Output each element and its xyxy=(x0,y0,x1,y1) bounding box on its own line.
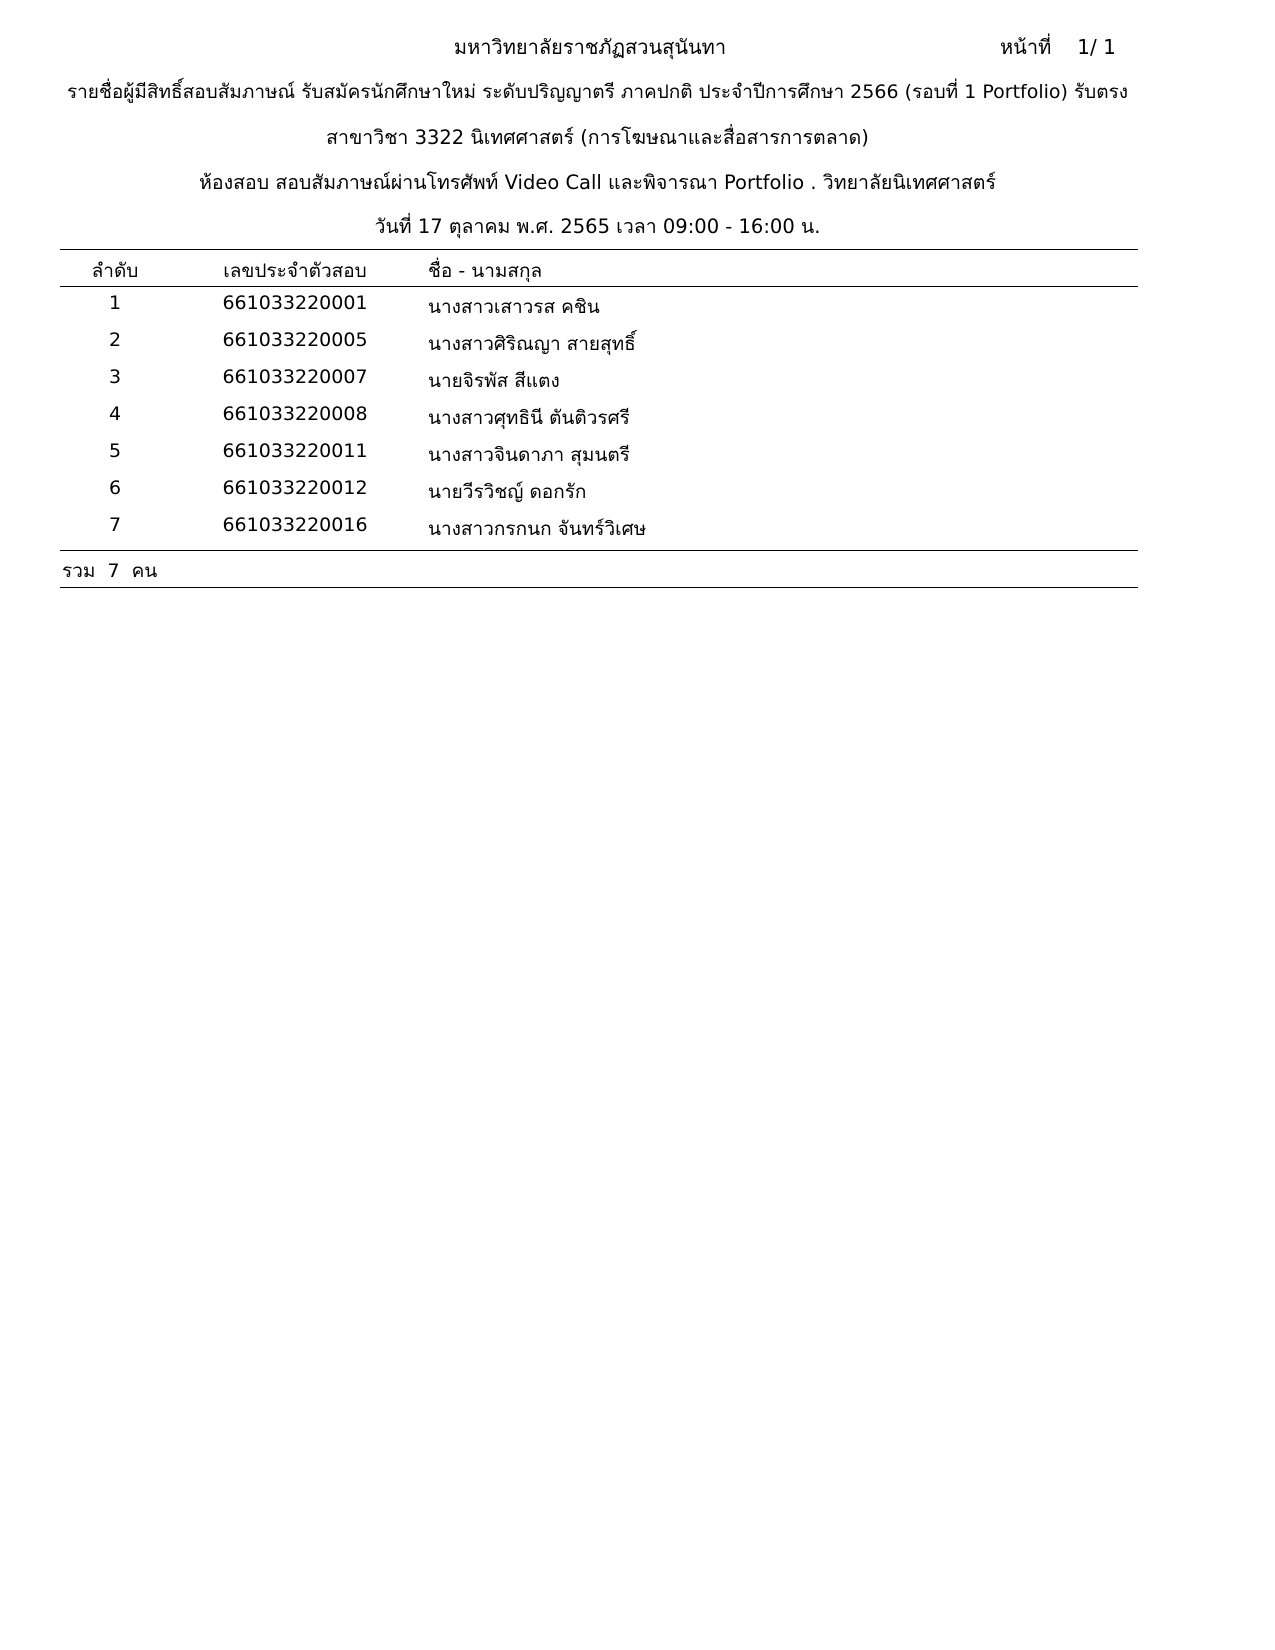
row-exam-id: 661033220011 xyxy=(222,440,368,462)
total-count: รวม 7 คน xyxy=(62,560,158,582)
page-label: หน้าที่ xyxy=(1000,35,1052,59)
row-full-name: นางสาวเสาวรส คชิน xyxy=(428,296,600,318)
university-name: มหาวิทยาลัยราชภัฏสวนสุนันทา xyxy=(453,35,727,59)
table-row xyxy=(0,440,1275,477)
table-header-rule xyxy=(60,286,1138,287)
table-row xyxy=(0,292,1275,329)
table-row xyxy=(0,329,1275,366)
document-title: รายชื่อผู้มีสิทธิ์สอบสัมภาษณ์ รับสมัครนักศึกษาใหม่ ระดับปริญญาตรี ภาคปกติ ประจำปีการศึกษา 2566 (รอบที่ 1 Portfolio) รับตรง xyxy=(66,81,1129,103)
row-full-name: นายวีรวิชญ์ ดอกรัก xyxy=(428,481,587,503)
row-order: 4 xyxy=(108,403,122,425)
row-exam-id: 661033220005 xyxy=(222,329,368,351)
row-order: 1 xyxy=(108,292,122,314)
page-indicator xyxy=(1000,31,1116,63)
table-row xyxy=(0,366,1275,403)
table-bottom-rule xyxy=(60,587,1138,588)
table-footer-rule xyxy=(60,550,1138,551)
row-order: 2 xyxy=(108,329,122,351)
exam-room-line: ห้องสอบ สอบสัมภาษณ์ผ่านโทรศัพท์ Video Call และพิจารณา Portfolio . วิทยาลัยนิเทศศาสตร์ xyxy=(199,171,996,194)
row-order: 7 xyxy=(108,514,122,536)
column-header-order: ลำดับ xyxy=(91,260,139,282)
row-full-name: นายจิรพัส สีแตง xyxy=(428,370,560,392)
row-full-name: นางสาวศุทธินี ตันติวรศรี xyxy=(428,407,630,429)
row-order: 5 xyxy=(108,440,122,462)
table-row xyxy=(0,403,1275,440)
row-full-name: นางสาวจินดาภา สุมนตรี xyxy=(428,444,630,466)
row-exam-id: 661033220007 xyxy=(222,366,368,388)
row-full-name: นางสาวศิริณญา สายสุทธิ์ xyxy=(428,333,636,355)
row-order: 6 xyxy=(108,477,122,499)
major-line: สาขาวิชา 3322 นิเทศศาสตร์ (การโฆษณาและสื่อสารการตลาด) xyxy=(326,126,869,149)
row-exam-id: 661033220008 xyxy=(222,403,368,425)
row-exam-id: 661033220012 xyxy=(222,477,368,499)
column-header-exam-id: เลขประจำตัวสอบ xyxy=(223,260,367,282)
exam-date-line: วันที่ 17 ตุลาคม พ.ศ. 2565 เวลา 09:00 - 16:00 น. xyxy=(374,215,821,238)
table-row xyxy=(0,477,1275,514)
table-top-rule xyxy=(60,249,1138,250)
row-exam-id: 661033220016 xyxy=(222,514,368,536)
row-order: 3 xyxy=(108,366,122,388)
column-header-full-name: ชื่อ - นามสกุล xyxy=(428,260,543,282)
page-number: 1/ 1 xyxy=(1077,35,1116,59)
row-exam-id: 661033220001 xyxy=(222,292,368,314)
row-full-name: นางสาวกรกนก จันทร์วิเศษ xyxy=(428,518,647,540)
table-row xyxy=(0,514,1275,551)
